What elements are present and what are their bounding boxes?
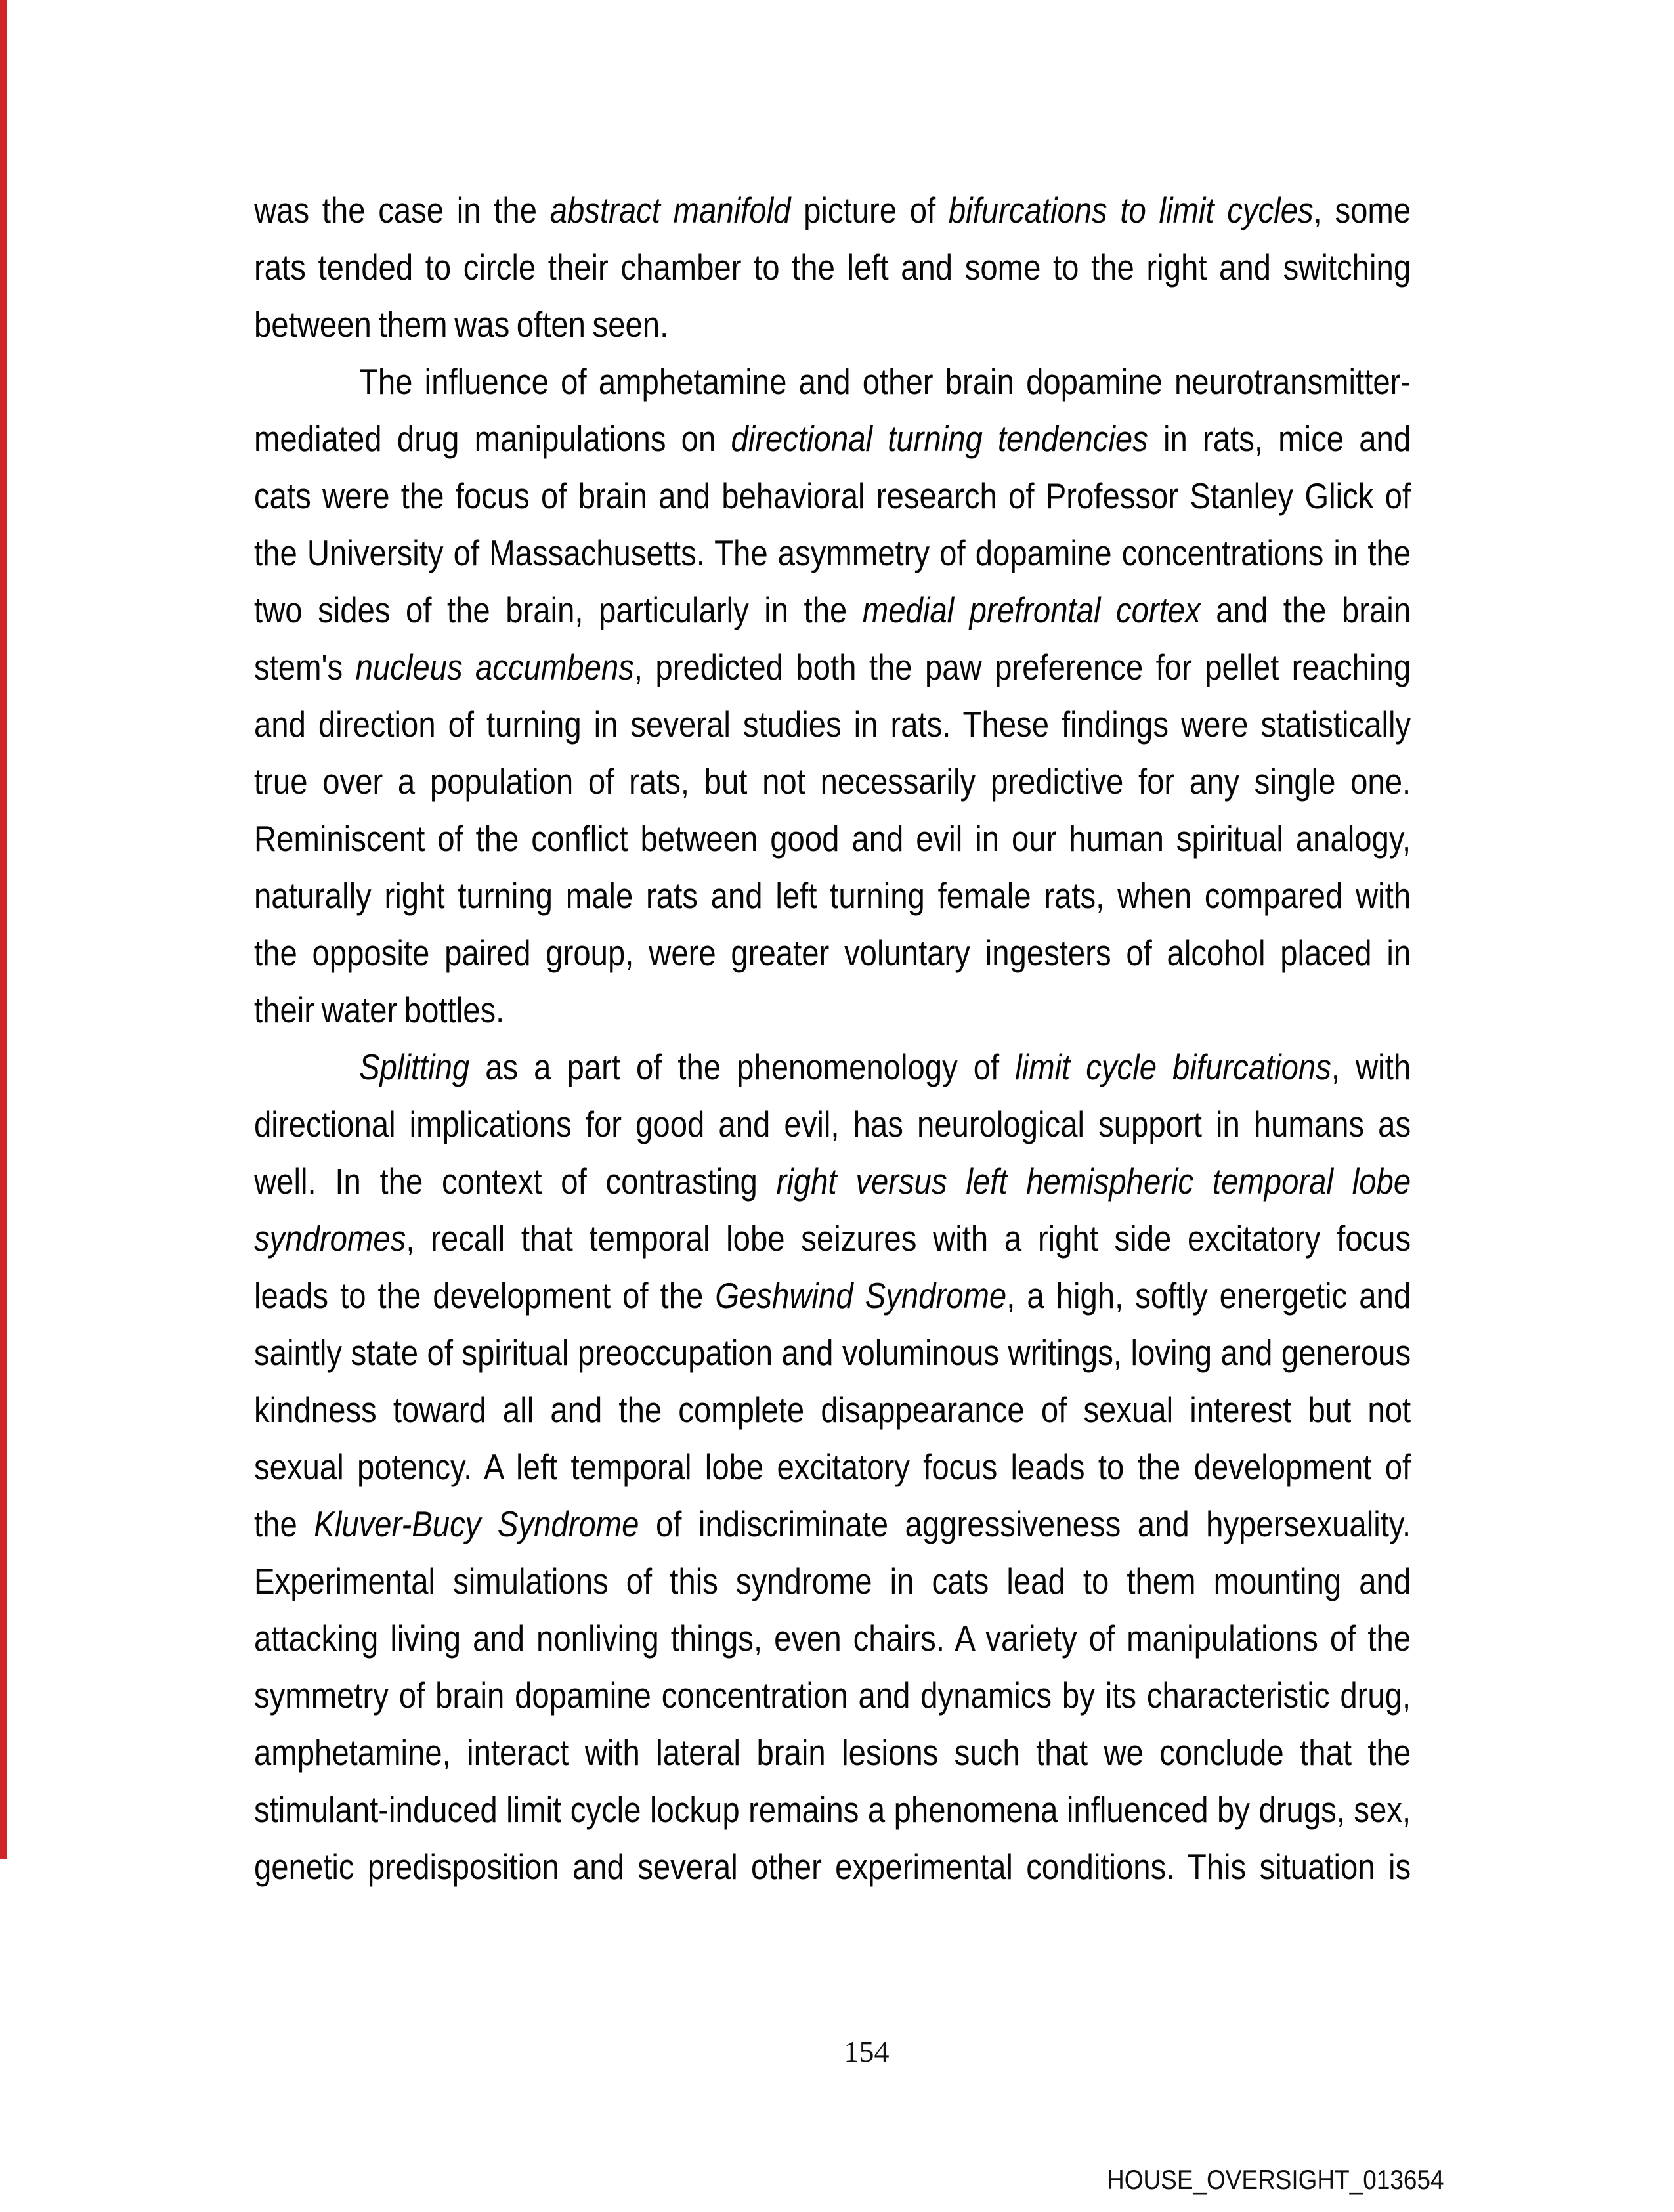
text-line (254, 1096, 1411, 1153)
italic-text-run: directional turning tendencies (731, 418, 1148, 459)
text-run: the opposite paired group, were greater voluntary ingesters of alcohol placed in (254, 932, 1411, 973)
text-run: Experimental simulations of this syndrome in cats lead to them mounting and (254, 1561, 1411, 1601)
text-line (254, 753, 1411, 810)
text-line (254, 1324, 1411, 1381)
text-run: , recall that temporal lobe seizures with a right side excitatory focus (406, 1218, 1411, 1259)
text-run: and direction of turning in several studies in rats. These findings were statistically (254, 704, 1411, 745)
text-run: , predicted both the paw preference for pellet reaching (633, 647, 1411, 687)
text-line (254, 810, 1411, 867)
text-line (254, 1553, 1411, 1610)
text-run: Reminiscent of the conflict between good and evil in our human spiritual analogy, (254, 818, 1411, 859)
text-line (254, 582, 1411, 639)
text-line (254, 867, 1411, 924)
text-run: amphetamine, interact with lateral brain lesions such that we conclude that the (254, 1732, 1411, 1773)
text-line (254, 239, 1411, 296)
text-run: in rats, mice and (1148, 418, 1411, 459)
italic-text-run: Geshwind Syndrome (715, 1275, 1007, 1316)
left-edge-red-line (0, 0, 7, 1859)
italic-text-run: syndromes (254, 1218, 406, 1259)
text-line (254, 410, 1411, 467)
text-run: saintly state of spiritual preoccupation and voluminous writings, loving and generous (254, 1332, 1411, 1373)
text-run: naturally right turning male rats and left turning female rats, when compared with (254, 875, 1411, 916)
text-line (254, 1439, 1411, 1496)
text-run: cats were the focus of brain and behavioral research of Professor Stanley Glick of (254, 475, 1411, 516)
text-line (254, 1724, 1411, 1781)
text-run: symmetry of brain dopamine concentration and dynamics by its characteristic drug, (254, 1675, 1411, 1716)
text-run: true over a population of rats, but not necessarily predictive for any single one. (254, 761, 1411, 802)
text-run: directional implications for good and evil, has neurological support in humans as (254, 1104, 1411, 1144)
text-line (254, 525, 1411, 582)
italic-text-run: nucleus accumbens (355, 647, 634, 687)
document-body (254, 182, 1411, 1896)
text-run: their water bottles. (254, 989, 505, 1030)
italic-text-run: abstract manifold (549, 190, 791, 230)
text-run: The influence of amphetamine and other brain dopamine neurotransmitter- (358, 361, 1411, 402)
text-line (254, 1838, 1411, 1896)
text-run: genetic predisposition and several other experimental conditions. This situation is (254, 1846, 1411, 1887)
text-run: stimulant-induced limit cycle lockup remains a phenomena influenced by drugs, sex, (254, 1789, 1411, 1830)
text-run: stem's (254, 647, 356, 687)
text-line (254, 1667, 1411, 1724)
text-run: as a part of the phenomenology of (469, 1047, 1016, 1087)
text-line (254, 1210, 1411, 1267)
italic-text-run: medial prefrontal cortex (862, 590, 1201, 630)
page-number: 154 (844, 2035, 890, 2068)
text-line (254, 1781, 1411, 1838)
text-line (254, 924, 1411, 982)
text-line (254, 639, 1411, 696)
italic-text-run: right versus left hemispheric temporal lobe (776, 1161, 1411, 1202)
text-run: and the brain (1200, 590, 1411, 630)
text-run: sexual potency. A left temporal lobe excitatory focus leads to the development of (254, 1446, 1411, 1487)
text-run: mediated drug manipulations on (254, 418, 731, 459)
text-run: two sides of the brain, particularly in the (254, 590, 863, 630)
italic-text-run: Splitting (358, 1047, 470, 1087)
text-line (254, 1153, 1411, 1210)
text-run: picture of (790, 190, 949, 230)
text-line (254, 296, 1411, 353)
text-run: was the case in the (254, 190, 550, 230)
text-line (254, 1039, 1411, 1096)
text-run: leads to the development of the (254, 1275, 716, 1316)
text-run: , some (1313, 190, 1411, 230)
text-line (254, 1496, 1411, 1553)
text-run: rats tended to circle their chamber to the left and some to the right and switching (254, 247, 1411, 288)
text-run: the University of Massachusetts. The asymmetry of dopamine concentrations in the (254, 532, 1411, 573)
text-line (254, 982, 1411, 1039)
text-line (254, 1610, 1411, 1667)
text-line (254, 182, 1411, 239)
text-run: attacking living and nonliving things, even chairs. A variety of manipulations of the (254, 1618, 1411, 1659)
text-run: , a high, softly energetic and (1006, 1275, 1411, 1316)
text-run: the (254, 1504, 314, 1544)
text-run: kindness toward all and the complete disappearance of sexual interest but not (254, 1389, 1411, 1430)
text-line (254, 1267, 1411, 1324)
text-line (254, 353, 1411, 410)
italic-text-run: bifurcations to limit cycles (948, 190, 1314, 230)
bates-stamp: HOUSE_OVERSIGHT_013654 (1107, 2164, 1444, 2195)
italic-text-run: limit cycle bifurcations (1015, 1047, 1331, 1087)
text-run: between them was often seen. (254, 304, 669, 345)
italic-text-run: Kluver-Bucy Syndrome (314, 1504, 639, 1544)
text-run: well. In the context of contrasting (254, 1161, 777, 1202)
text-line (254, 696, 1411, 753)
text-run: , with (1331, 1047, 1411, 1087)
text-run: of indiscriminate aggressiveness and hypersexuality. (639, 1504, 1411, 1544)
text-line (254, 467, 1411, 525)
text-line (254, 1381, 1411, 1439)
